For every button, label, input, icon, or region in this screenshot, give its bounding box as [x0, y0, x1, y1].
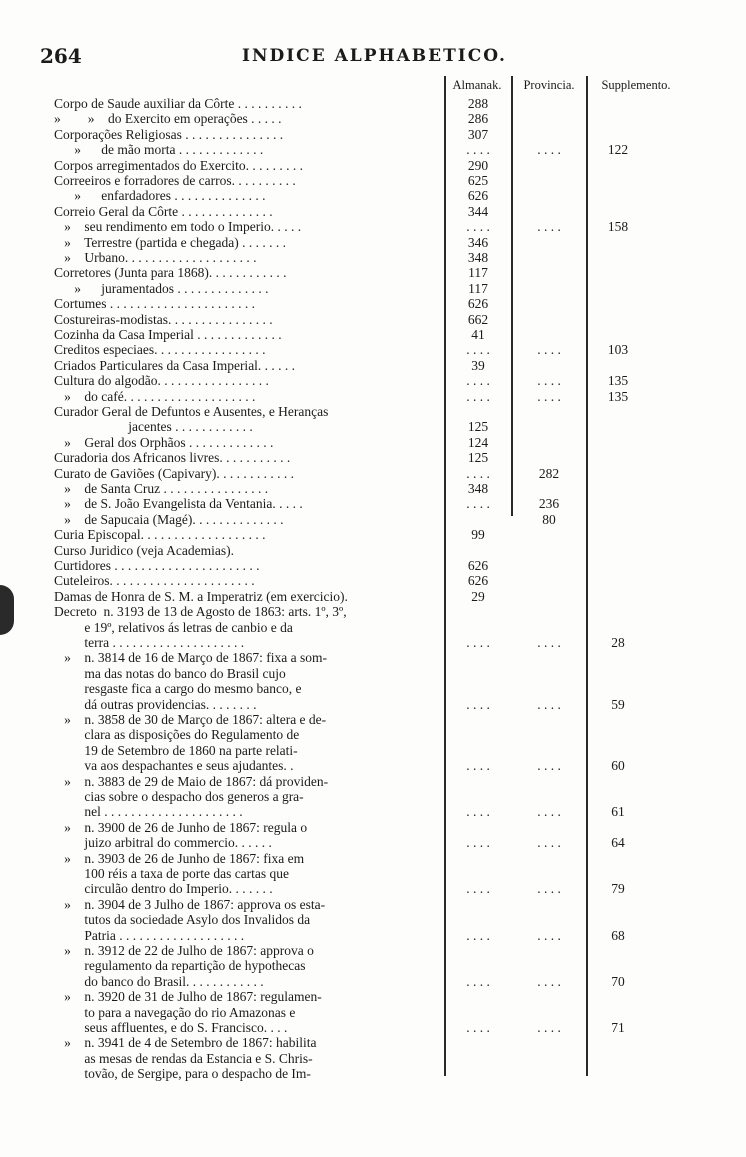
decreto-entry [0, 1035, 746, 1081]
provincia-page: . . . . [537, 388, 561, 404]
decreto-line: nel . . . . . . . . . . . . . . . . . . . . . [54, 804, 243, 820]
provincia-page: . . . . [537, 373, 561, 389]
index-entry [0, 450, 746, 465]
decreto-line: clara as disposições do Regulamento de [54, 727, 300, 743]
almanak-page: . . . . [466, 1019, 490, 1035]
decreto-line: tutos da sociedade Asylo dos Invalidos da [54, 912, 311, 928]
entry-text: » seu rendimento em todo o Imperio. . . . . [54, 219, 302, 235]
provincia-page: . . . . [537, 927, 561, 943]
almanak-page: . . . . [466, 881, 490, 897]
index-entry [0, 142, 746, 157]
almanak-page: . . . . [466, 465, 490, 481]
decreto-line: va aos despachantes e seus ajudantes. . [54, 758, 294, 774]
provincia-page: . . . . [537, 634, 561, 650]
index-entry [0, 419, 746, 434]
decreto-line: 100 réis a taxa de porte das cartas que [54, 865, 290, 881]
supplemento-page: 135 [607, 373, 629, 389]
almanak-page: 662 [467, 311, 489, 327]
almanak-page: 99 [471, 527, 485, 543]
supplemento-page: 68 [611, 927, 625, 943]
index-entry [0, 219, 746, 234]
supplemento-page: 71 [611, 1019, 625, 1035]
index-entry [0, 573, 746, 588]
almanak-page: 626 [467, 188, 489, 204]
almanak-page: 290 [467, 157, 489, 173]
index-entry [0, 558, 746, 573]
almanak-page: . . . . [466, 142, 490, 158]
entry-text: » do café. . . . . . . . . . . . . . . . . . . . [54, 388, 256, 404]
entry-text: » Geral dos Orphãos . . . . . . . . . . . . . [54, 434, 274, 450]
almanak-page: . . . . [466, 496, 490, 512]
supplemento-page: 79 [611, 881, 625, 897]
index-entry [0, 111, 746, 126]
entry-text: » de Santa Cruz . . . . . . . . . . . . . . . . [54, 481, 269, 496]
provincia-page: . . . . [537, 142, 561, 158]
entry-text: Costureiras-modistas. . . . . . . . . . . . . . . . [54, 311, 273, 327]
entry-text: » enfardadores . . . . . . . . . . . . . . [54, 188, 266, 204]
provincia-page: 282 [538, 465, 560, 481]
almanak-page: 39 [471, 357, 485, 373]
entry-text: Curadoria dos Africanos livres. . . . . . . . . . . [54, 450, 291, 466]
almanak-page: 117 [468, 280, 488, 296]
entry-text: Curso Juridico (veja Academias). [54, 542, 234, 558]
supplemento-page: 135 [607, 388, 629, 404]
page-header [0, 44, 746, 72]
supplemento-page: 60 [611, 758, 625, 774]
entry-text: » juramentados . . . . . . . . . . . . . . [54, 280, 269, 296]
index-entry [0, 466, 746, 481]
index-entry [0, 527, 746, 542]
almanak-page: 125 [467, 419, 489, 435]
decreto-entry [0, 774, 746, 820]
decreto-line: Decreto n. 3193 de 13 de Agosto de 1863: arts. 1º, 3º, [54, 604, 347, 620]
entry-text: Damas de Honra de S. M. a Imperatriz (em exercicio). [54, 588, 348, 604]
provincia-page: 80 [542, 511, 556, 527]
almanak-page: 625 [467, 173, 489, 188]
entry-text: Cuteleiros. . . . . . . . . . . . . . . . . . . . . . [54, 573, 255, 589]
decreto-line: ma das notas do banco do Brasil cujo [54, 665, 286, 681]
provincia-page: . . . . [537, 881, 561, 897]
entry-text: Creditos especiaes. . . . . . . . . . . . . . . . . [54, 342, 266, 358]
provincia-page: . . . . [537, 835, 561, 851]
almanak-page: 288 [467, 96, 489, 111]
decreto-line: circulão dentro do Imperio. . . . . . . [54, 881, 273, 897]
index-entry [0, 342, 746, 357]
almanak-page: 348 [467, 250, 489, 265]
entry-text: Corretores (Junta para 1868). . . . . . . . . . . . [54, 265, 287, 281]
decreto-entry [0, 943, 746, 989]
provincia-page: . . . . [537, 342, 561, 358]
decreto-entry [0, 897, 746, 943]
entry-text: Corpo de Saude auxiliar da Côrte . . . . . . . . . . [54, 96, 302, 111]
index-entry [0, 389, 746, 404]
almanak-page: . . . . [466, 634, 490, 650]
almanak-page: . . . . [466, 927, 490, 943]
almanak-page: . . . . [466, 388, 490, 404]
supplemento-page: 61 [611, 804, 625, 820]
decreto-line: cias sobre o despacho dos generos a gra- [54, 788, 304, 804]
decreto-line: 19 de Setembro de 1860 na parte relati- [54, 742, 298, 758]
almanak-page: 348 [467, 481, 489, 496]
almanak-page: 626 [467, 558, 489, 573]
index-entry [0, 235, 746, 250]
decreto-line: dá outras providencias. . . . . . . . [54, 696, 257, 712]
almanak-page: 41 [471, 327, 485, 342]
almanak-page: . . . . [466, 342, 490, 358]
index-entry [0, 204, 746, 219]
supplemento-page: 59 [611, 696, 625, 712]
index-entry [0, 312, 746, 327]
decreto-line: regulamento da repartição de hypothecas [54, 958, 306, 974]
provincia-page: . . . . [537, 1019, 561, 1035]
decreto-entry [0, 820, 746, 851]
decreto-line: » n. 3883 de 29 de Maio de 1867: dá providen- [54, 773, 329, 789]
provincia-page: . . . . [537, 758, 561, 774]
decreto-entry [0, 650, 746, 712]
almanak-page: . . . . [466, 804, 490, 820]
supplemento-page: 158 [607, 219, 629, 235]
index-entry [0, 373, 746, 388]
almanak-page: 124 [467, 434, 489, 450]
index-entry [0, 435, 746, 450]
index-entry [0, 481, 746, 496]
supplemento-page: 64 [611, 835, 625, 851]
decreto-line: tovão, de Sergipe, para o despacho de Im- [54, 1066, 311, 1082]
entry-text: » Terrestre (partida e chegada) . . . . . . . [54, 234, 286, 250]
decreto-entry [0, 604, 746, 650]
provincia-page: . . . . [537, 804, 561, 820]
entry-text: Corporações Religiosas . . . . . . . . . . . . . . . [54, 126, 284, 142]
index-entry [0, 327, 746, 342]
decreto-line: » n. 3904 de 3 Julho de 1867: approva os esta- [54, 896, 326, 912]
decreto-line: to para a navegação do rio Amazonas e [54, 1004, 296, 1020]
supplemento-page: 103 [607, 342, 629, 358]
supplemento-page: 122 [607, 142, 629, 158]
index-entry [0, 543, 746, 558]
provincia-page: 236 [538, 496, 560, 512]
almanak-page: 307 [467, 126, 489, 142]
almanak-page: 346 [467, 234, 489, 250]
decreto-line: terra . . . . . . . . . . . . . . . . . . . . [54, 634, 245, 650]
decreto-entry [0, 712, 746, 774]
entry-text: » » do Exercito em operações . . . . . [54, 111, 282, 127]
provincia-page: . . . . [537, 696, 561, 712]
entry-text: jacentes . . . . . . . . . . . . [54, 419, 253, 435]
entry-text: Curia Episcopal. . . . . . . . . . . . . . . . . . . [54, 527, 266, 543]
entry-text: » de mão morta . . . . . . . . . . . . . [54, 142, 264, 158]
column-header-provincia: Provincia. [523, 78, 575, 92]
entry-text: Correio Geral da Côrte . . . . . . . . . . . . . . [54, 203, 273, 219]
almanak-page: 344 [467, 203, 489, 219]
index-entry [0, 296, 746, 311]
page-title: INDICE ALPHABETICO. [242, 46, 507, 66]
entry-text: Criados Particulares da Casa Imperial. . . . . . [54, 357, 296, 373]
entry-text: Curador Geral de Defuntos e Ausentes, e Heranças [54, 404, 329, 419]
entry-text: » de Sapucaia (Magé). . . . . . . . . . . . . . [54, 511, 284, 527]
index-entry [0, 358, 746, 373]
decreto-line: do banco do Brasil. . . . . . . . . . . . [54, 973, 264, 989]
decreto-line: seus affluentes, e do S. Francisco. . . . [54, 1019, 288, 1035]
page-number: 264 [40, 44, 82, 68]
index-entry [0, 188, 746, 203]
entry-text: Cozinha da Casa Imperial . . . . . . . . . . . . . [54, 327, 282, 342]
entry-text: Curato de Gaviões (Capivary). . . . . . . . . . . . [54, 465, 294, 481]
entry-text: Cultura do algodão. . . . . . . . . . . . . . . . . [54, 373, 269, 389]
decreto-line: e 19º, relativos ás letras de canbio e da [54, 619, 293, 635]
index-entry [0, 158, 746, 173]
decreto-line: » n. 3941 de 4 de Setembro de 1867: habilita [54, 1035, 317, 1051]
index-entry [0, 127, 746, 142]
supplemento-page: 70 [611, 973, 625, 989]
index-entry [0, 404, 746, 419]
supplemento-page: 28 [611, 634, 625, 650]
entry-text: Corpos arregimentados do Exercito. . . . . . . . . [54, 157, 303, 173]
column-header-almanak: Almanak. [452, 78, 502, 92]
entry-text: Curtidores . . . . . . . . . . . . . . . . . . . . . . [54, 558, 260, 573]
almanak-page: 626 [467, 296, 489, 312]
almanak-page: 125 [467, 450, 489, 466]
decreto-line: » n. 3814 de 16 de Março de 1867: fixa a som- [54, 650, 327, 666]
entry-text: » de S. João Evangelista da Ventania. . . . . [54, 496, 303, 512]
decreto-line: » n. 3900 de 26 de Junho de 1867: regula o [54, 819, 308, 835]
decreto-entry [0, 851, 746, 897]
entry-text: Correeiros e forradores de carros. . . . . . . . . . [54, 173, 296, 188]
provincia-page: . . . . [537, 973, 561, 989]
index-entry [0, 265, 746, 280]
decreto-entry [0, 989, 746, 1035]
decreto-line: » n. 3903 de 26 de Junho de 1867: fixa em [54, 850, 305, 866]
almanak-page: . . . . [466, 835, 490, 851]
almanak-page: . . . . [466, 696, 490, 712]
column-header-supplemento: Supplemento. [601, 78, 671, 92]
index-entry [0, 250, 746, 265]
almanak-page: 117 [468, 265, 488, 281]
almanak-page: . . . . [466, 219, 490, 235]
index-entry [0, 589, 746, 604]
index-entry [0, 281, 746, 296]
almanak-page: 626 [467, 573, 489, 589]
almanak-page: 29 [471, 588, 485, 604]
decreto-line: » n. 3858 de 30 de Março de 1867: altera e de- [54, 712, 327, 727]
decreto-line: resgaste fica a cargo do mesmo banco, e [54, 681, 302, 697]
decreto-line: Patria . . . . . . . . . . . . . . . . . . . [54, 927, 245, 943]
index-entry [0, 96, 746, 111]
index-entry [0, 173, 746, 188]
decreto-line: » n. 3912 de 22 de Julho de 1867: approva o [54, 943, 314, 958]
index-entry [0, 496, 746, 511]
decreto-line: as mesas de rendas da Estancia e S. Chris- [54, 1050, 313, 1066]
entry-text: » Urbano. . . . . . . . . . . . . . . . . . . . [54, 250, 257, 265]
decreto-line: » n. 3920 de 31 de Julho de 1867: regulamen- [54, 989, 322, 1005]
decreto-line: juizo arbitral do commercio. . . . . . [54, 835, 272, 851]
index-entry [0, 512, 746, 527]
provincia-page: . . . . [537, 219, 561, 235]
almanak-page: . . . . [466, 973, 490, 989]
almanak-page: . . . . [466, 758, 490, 774]
almanak-page: . . . . [466, 373, 490, 389]
entry-text: Cortumes . . . . . . . . . . . . . . . . . . . . . . [54, 296, 255, 312]
almanak-page: 286 [467, 111, 489, 127]
